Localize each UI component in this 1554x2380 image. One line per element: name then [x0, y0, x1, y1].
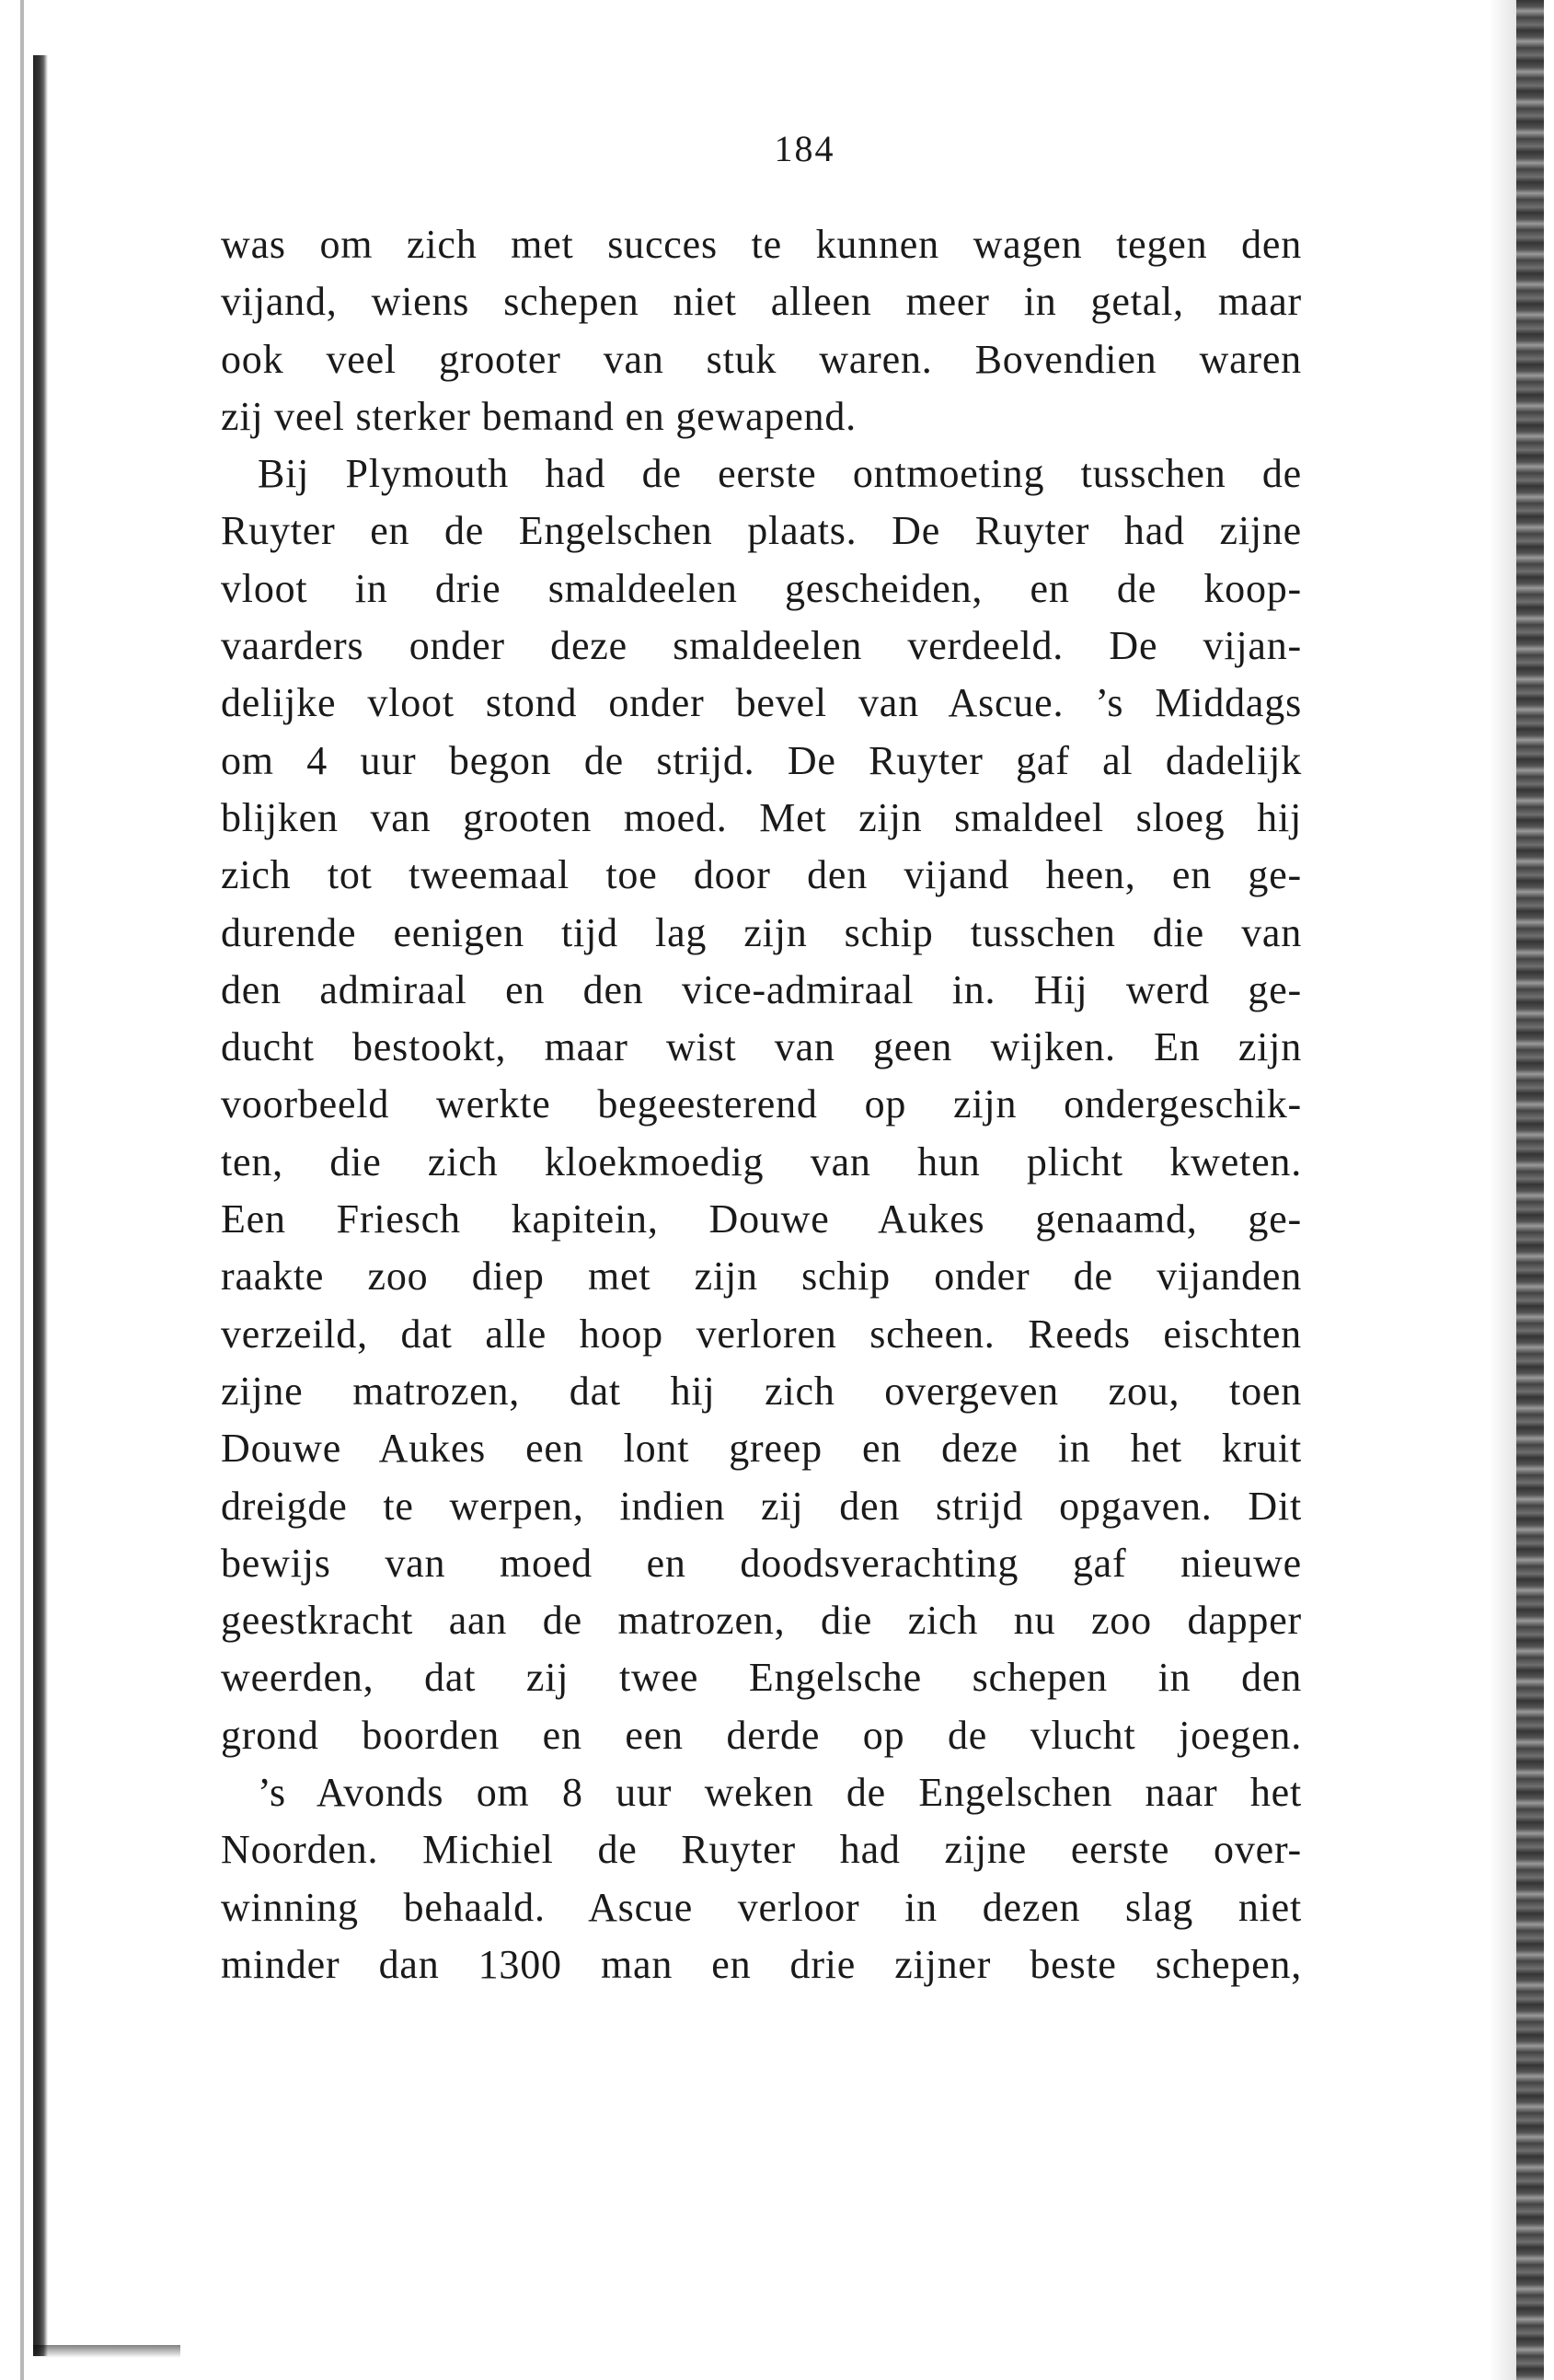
text-line: zijne matrozen, dat hij zich overgeven zou, toen — [221, 1368, 1302, 1414]
scan-shadow-left-thin — [20, 0, 24, 2380]
text-line: den admiraal en den vice-admiraal in. Hij werd ge- — [221, 966, 1302, 1012]
text-line: dreigde te werpen, indien zij den strijd opgaven. Dit — [221, 1483, 1302, 1529]
scan-shadow-right-fade — [1489, 0, 1516, 2380]
text-line: Een Friesch kapitein, Douwe Aukes genaamd, ge- — [221, 1196, 1302, 1242]
text-line: verzeild, dat alle hoop verloren scheen. Reeds eischten — [221, 1311, 1302, 1357]
text-line: durende eenigen tijd lag zijn schip tusschen die van — [221, 909, 1302, 955]
text-line: weerden, dat zij twee Engelsche schepen in den — [221, 1655, 1302, 1701]
text-line: om 4 uur begon de strijd. De Ruyter gaf al dadelijk — [221, 737, 1302, 783]
text-line: zij veel sterker bemand en gewapend. — [221, 393, 857, 439]
text-line: was om zich met succes te kunnen wagen tegen den — [221, 222, 1302, 267]
scan-shadow-bottom — [33, 2345, 180, 2358]
text-line: ook veel grooter van stuk waren. Bovendien waren — [221, 336, 1302, 382]
text-line: winning behaald. Ascue verloor in dezen slag niet — [221, 1884, 1302, 1930]
text-line: geestkracht aan de matrozen, die zich nu zoo dapper — [221, 1598, 1302, 1644]
text-line: Ruyter en de Engelschen plaats. De Ruyter had zijne — [221, 508, 1302, 554]
text-line: grond boorden en een derde op de vlucht joegen. — [221, 1712, 1302, 1758]
text-line: vaarders onder deze smaldeelen verdeeld. De vijan- — [221, 623, 1302, 669]
text-line: minder dan 1300 man en drie zijner beste schepen, — [221, 1941, 1302, 1987]
scan-shadow-right — [1516, 0, 1544, 2380]
text-line: blijken van grooten moed. Met zijn smaldeel sloeg hij — [221, 794, 1302, 840]
body-text — [221, 216, 1302, 1993]
text-line: vloot in drie smaldeelen gescheiden, en de koop- — [221, 565, 1302, 611]
page-number: 184 — [774, 128, 835, 169]
text-line: Noorden. Michiel de Ruyter had zijne eerste over- — [221, 1827, 1302, 1873]
text-line: Douwe Aukes een lont greep en deze in het kruit — [221, 1426, 1302, 1472]
text-line: vijand, wiens schepen niet alleen meer in getal, maar — [221, 279, 1302, 325]
text-line: zich tot tweemaal toe door den vijand heen, en ge- — [221, 852, 1302, 898]
text-line: ’s Avonds om 8 uur weken de Engelschen naar het — [258, 1770, 1302, 1816]
text-line: ducht bestookt, maar wist van geen wijken. En zijn — [221, 1024, 1302, 1070]
text-line: Bij Plymouth had de eerste ontmoeting tusschen de — [258, 451, 1302, 497]
text-line: raakte zoo diep met zijn schip onder de vijanden — [221, 1254, 1302, 1300]
scan-shadow-left — [33, 55, 48, 2356]
text-line: voorbeeld werkte begeesterend op zijn ondergeschik- — [221, 1081, 1302, 1127]
text-line: delijke vloot stond onder bevel van Ascue. ’s Middags — [221, 680, 1302, 726]
text-line: bewijs van moed en doodsverachting gaf nieuwe — [221, 1540, 1302, 1586]
text-line: ten, die zich kloekmoedig van hun plicht kweten. — [221, 1138, 1302, 1184]
